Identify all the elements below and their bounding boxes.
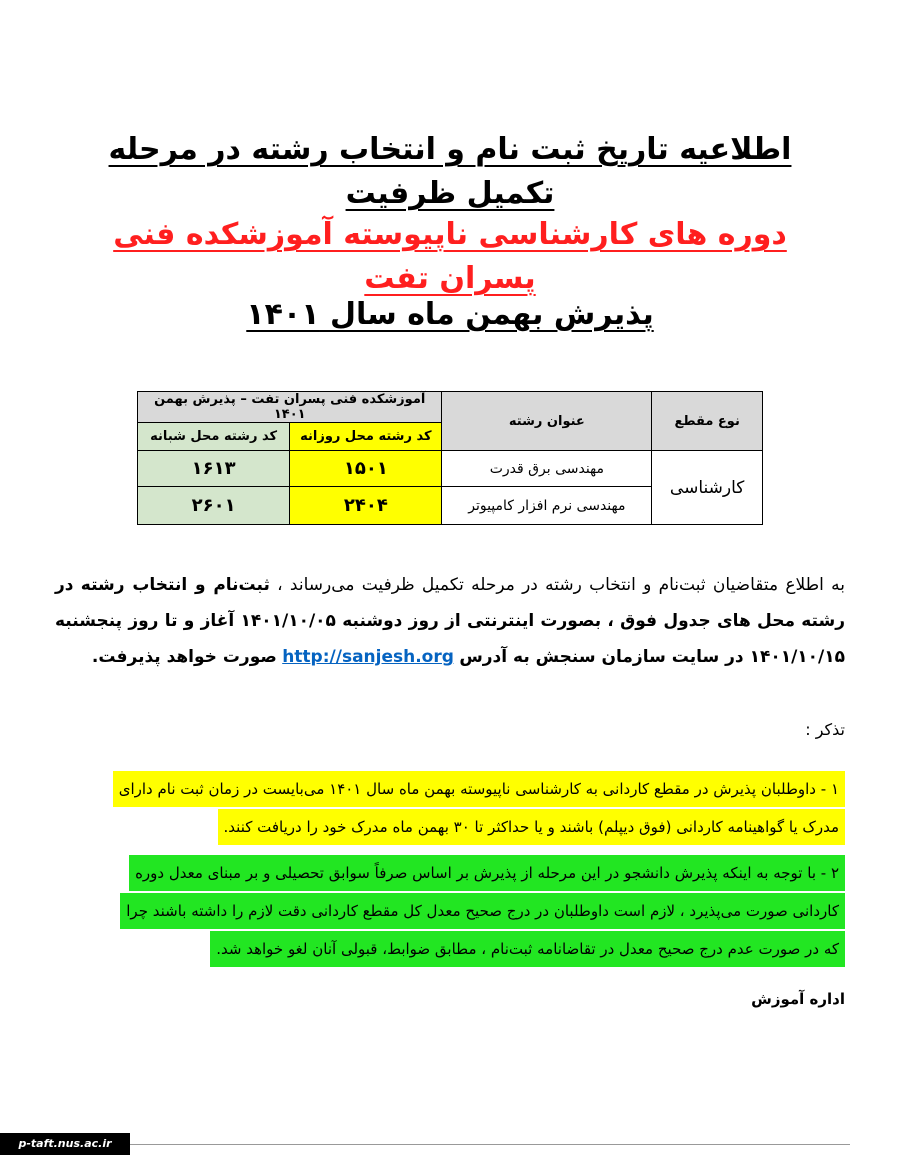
announcement-paragraph: به اطلاع متقاضیان ثبت‌نام و انتخاب رشته در مرحله تکمیل ظرفیت می‌رساند ، ثبت‌نام و انتخاب رشته در رشته محل های جدول فوق ، بصورت اینترنتی از روز دوشنبه ۱۴۰۱/۱۰/۰۵ آغاز و تا روز پنجشنبه ۱۴۰۱/۱۰/۱۵ در سایت سازمان سنجش به آدرس http://sanjesh.org صورت خواهد پذیرفت.: [55, 575, 846, 667]
note-1-line-1: ۱ - داوطلبان پذیرش در مقطع کاردانی به کارشناسی ناپیوسته بهمن ماه سال ۱۴۰۱ می‌بایست در زمان ثبت نام دارای: [113, 771, 845, 807]
program-codes-table: [137, 391, 763, 525]
note-2-line-3: که در صورت عدم درج صحیح معدل در تقاضانامه ثبت‌نام ، مطابق ضوابط، قبولی آنان لغو خواهد شد.: [210, 931, 845, 967]
title-line-3: پذیرش بهمن ماه سال ۱۴۰۱: [246, 297, 654, 332]
field-cell: مهندسی نرم افزار کامپیوتر: [442, 487, 652, 525]
title-line-1: اطلاعیه تاریخ ثبت نام و انتخاب رشته در مرحله تکمیل ظرفیت: [108, 132, 792, 211]
day-code-cell: ۲۴۰۴: [290, 487, 442, 525]
note-2-line-1: ۲ - با توجه به اینکه پذیرش دانشجو در این مرحله از پذیرش بر اساس صرفاً سوابق تحصیلی و بر مبنای معدل دوره: [129, 855, 845, 891]
header-night-code: کد رشته محل شبانه: [138, 423, 290, 451]
header-group: آموزشکده فنی پسران تفت – پذیرش بهمن ۱۴۰۱: [138, 392, 442, 423]
header-field: عنوان رشته: [442, 392, 652, 451]
sanjesh-link[interactable]: http://sanjesh.org: [282, 647, 454, 667]
field-cell: مهندسی برق قدرت: [442, 451, 652, 487]
header-day-code: کد رشته محل روزانه: [290, 423, 442, 451]
header-degree: نوع مقطع: [652, 392, 763, 451]
day-code-cell: ۱۵۰۱: [290, 451, 442, 487]
notes-title: تذکر :: [805, 720, 845, 739]
table-row: [138, 451, 763, 487]
footer-divider: [130, 1144, 850, 1145]
note-2-line-2: کاردانی صورت می‌پذیرد ، لازم است داوطلبان در درج صحیح معدل کل مقطع کاردانی دقت لازم را داشته باشند چرا: [120, 893, 845, 929]
degree-cell: کارشناسی: [652, 451, 763, 525]
title-line-2: دوره های کارشناسی ناپیوسته آموزشکده فنی پسران تفت: [113, 217, 787, 296]
signature: اداره آموزش: [751, 990, 845, 1008]
footer-site: p-taft.nus.ac.ir: [0, 1133, 130, 1155]
night-code-cell: ۱۶۱۳: [138, 451, 290, 487]
night-code-cell: ۲۶۰۱: [138, 487, 290, 525]
note-1-line-2: مدرک یا گواهینامه کاردانی (فوق دیپلم) باشند و یا حداکثر تا ۳۰ بهمن ماه مدرک خود را دریافت کنند.: [218, 809, 845, 845]
